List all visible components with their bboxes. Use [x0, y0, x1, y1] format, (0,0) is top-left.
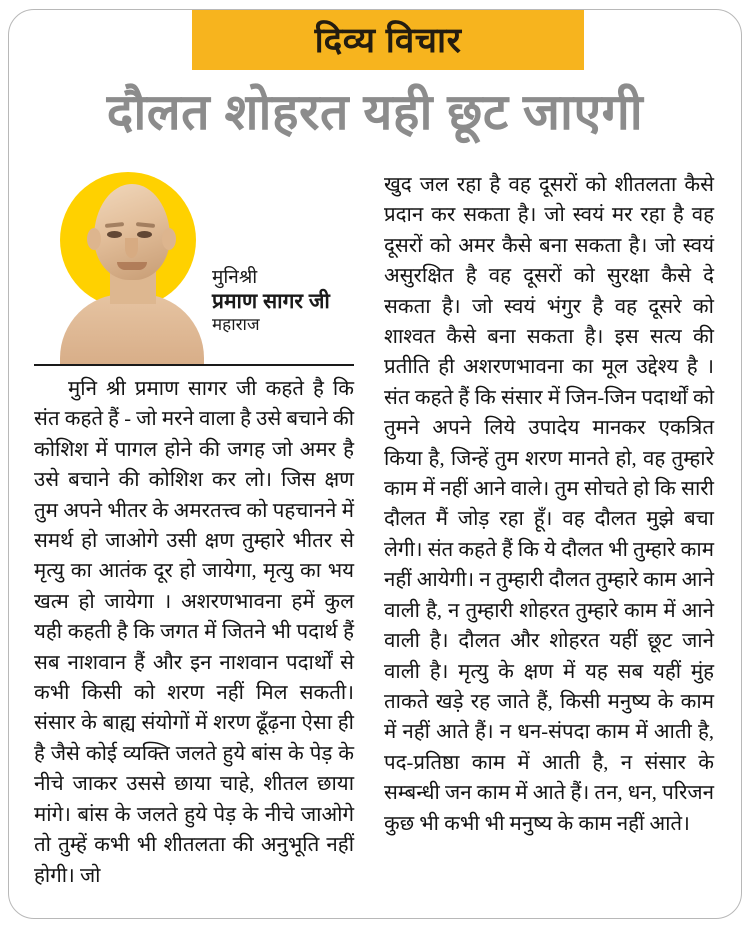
torso-shape [60, 294, 204, 364]
mouth-shape [117, 262, 147, 270]
portrait-block [34, 168, 354, 364]
caption-name: प्रमाण सागर जी [212, 290, 330, 314]
caption-divider [34, 364, 354, 366]
left-column [34, 168, 354, 887]
right-ear-shape [162, 228, 176, 250]
portrait-caption [212, 266, 362, 336]
left-eye-shape [107, 231, 122, 238]
left-ear-shape [87, 228, 101, 250]
section-banner [192, 10, 584, 70]
article-body-left: मुनि श्री प्रमाण सागर जी कहते है कि संत कहते हैं - जो मरने वाला है उसे बचाने की कोशिश में पागल होने की जगह जो अमर है उसे बचाने की कोशिश कर लो। जिस क्षण तुम अपने भीतर के अमरतत्त्व को पहचानने में समर्थ हो जाओगे उसी क्षण तुम्हारे भीतर से मृत्यु का आतंक दूर हो जायेगा, मृत्यु का भय खत्म हो जायेगा । अशरणभावना हमें कुल यही कहती है कि जगत में जितने भी पदार्थ हैं सब नाशवान हैं और इन नाशवान पदार्थों से कभी किसी को शरण नहीं मिल सकती। संसार के बाह्य संयोगों में शरण ढूँढ़ना ऐसा ही है जैसे कोई व्यक्ति जलते हुये बांस के पेड़ के नीचे जाकर उससे छाया चाहे, शीतल छाया मांगे। बांस के जलते हुये पेड़ के नीचे जाओगे तो तुम्हें कभी भी शीतलता की अनुभूति नहीं होगी। जो [34, 378, 354, 887]
right-column [384, 170, 714, 839]
monk-portrait-image [56, 178, 206, 364]
caption-suffix: महाराज [212, 314, 260, 334]
article-body-right: खुद जल रहा है वह दूसरों को शीतलता कैसे प्रदान कर सकता है। जो स्वयं मर रहा है वह दूसरों को अमर कैसे बना सकता है। जो स्वयं असुरक्षित है वह दूसरों को सुरक्षा कैसे दे सकता है। जो स्वयं भंगुर है वह दूसरे को शाश्वत कैसे बना सकता है। इस सत्य की प्रतीति ही अशरणभावना का मूल उद्देश्य है । संत कहते हैं कि संसार में जिन-जिन पदार्थों को तुमने अपने लिये उपादेय मानकर एकत्रित किया है, जिन्हें तुम शरण मानते हो, वह तुम्हारे काम में नहीं आने वाले। तुम सोचते हो कि सारी दौलत मैं जोड़ रहा हूँ। वह दौलत मुझे बचा लेगी। संत कहते हैं कि ये दौलत भी तुम्हारे काम नहीं आयेगी। न तुम्हारी दौलत तुम्हारे काम आने वाली है, न तुम्हारी शोहरत तुम्हारे काम में आने वाली है। दौलत और शोहरत यहीं छूट जाने वाली है। मृत्यु के क्षण में यह सब यहीं मुंह ताकते खड़े रह जाते हैं, किसी मनुष्य के काम में नहीं आते हैं। न धन-संपदा काम में आती है, पद-प्रतिष्ठा काम में आती है, न संसार के सम्बन्धी जन काम में आते हैं। तन, धन, परिजन कुछ भी कभी भी मनुष्य के काम नहीं आते। [384, 174, 714, 835]
right-eye-shape [137, 231, 152, 238]
nose-shape [125, 238, 138, 258]
section-banner-label: दिव्य विचार [314, 20, 462, 60]
page-title: दौलत शोहरत यही छूट जाएगी [106, 84, 644, 140]
caption-honorific: मुनिश्री [212, 267, 258, 288]
